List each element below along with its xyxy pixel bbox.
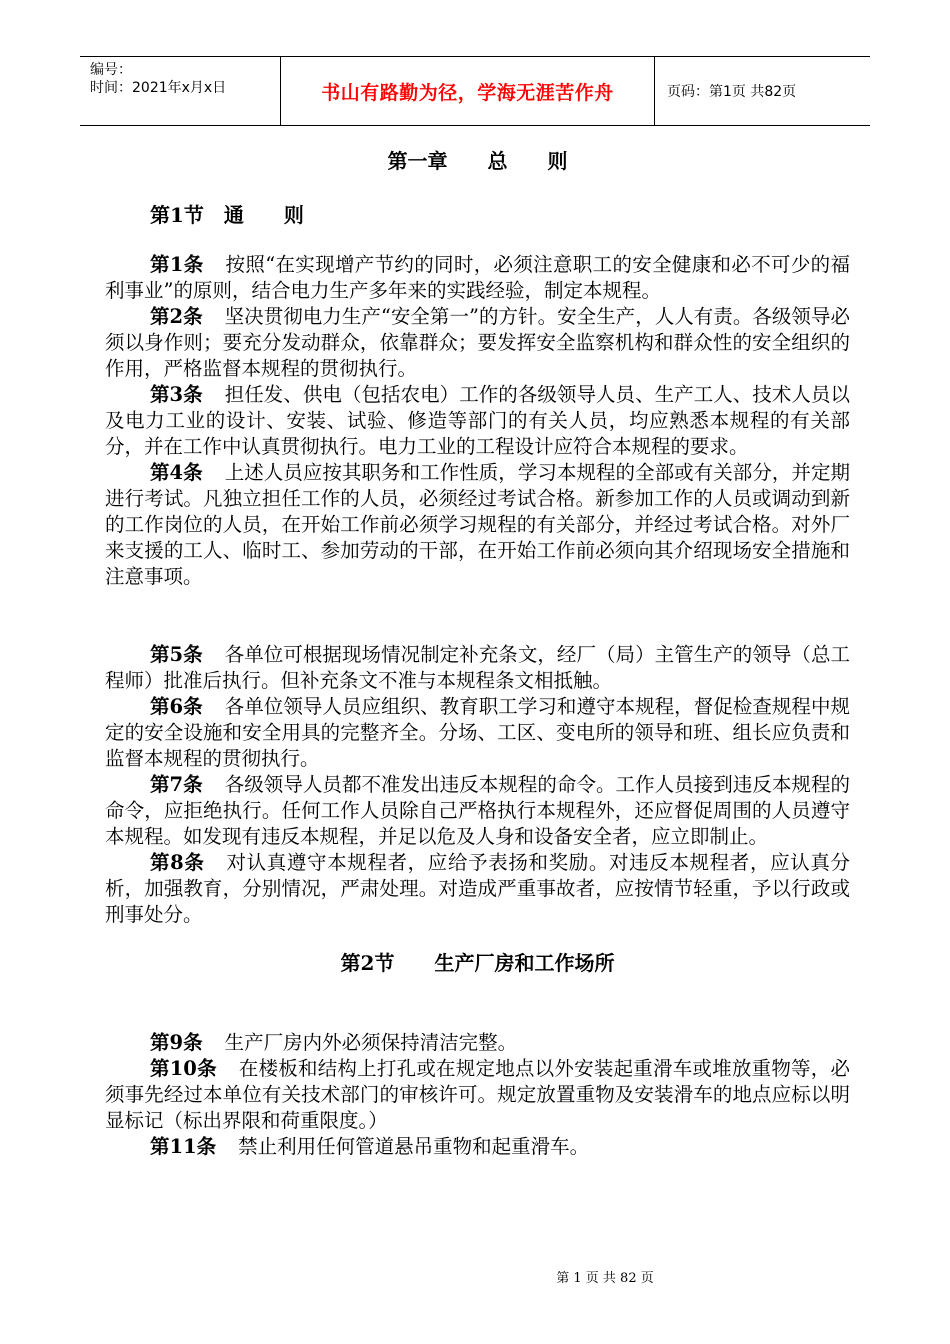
article-number: 第1条 [150, 253, 204, 276]
article-text: 在楼板和结构上打孔或在规定地点以外安装起重滑车或堆放重物等，必须事先经过本单位有关技术部门的审核许可。规定放置重物及安装滑车的地点应标以明显标记（标出界限和荷重限度。） [105, 1057, 850, 1132]
article-text: 按照“在实现增产节约的同时，必须注意职工的安全健康和必不可少的福利事业”的原则，结合电力生产多年来的实践经验，制定本规程。 [105, 253, 850, 302]
paragraph-gap [105, 978, 850, 1030]
article-number: 第6条 [150, 695, 203, 718]
article-number: 第11条 [150, 1135, 217, 1158]
article-number: 第9条 [150, 1031, 203, 1054]
article-number: 第3条 [150, 383, 203, 406]
article-number: 第5条 [150, 643, 203, 666]
article-text: 生产厂房内外必须保持清洁完整。 [224, 1031, 518, 1054]
article-paragraph [105, 1056, 850, 1134]
header-motto: 书山有路勤为径，学海无涯苦作舟 [321, 82, 614, 104]
header-meta-cell [80, 57, 281, 125]
article-text: 禁止利用任何管道悬吊重物和起重滑车。 [238, 1135, 590, 1158]
article-paragraph [105, 850, 850, 928]
paragraph-gap [105, 928, 850, 948]
document-number-label: 编号： [90, 62, 132, 78]
article-group-3 [105, 1030, 850, 1160]
article-paragraph [105, 460, 850, 590]
header-motto-cell [281, 57, 655, 125]
article-number: 第4条 [150, 461, 203, 484]
article-paragraph [105, 642, 850, 694]
article-number: 第7条 [150, 773, 203, 796]
page-footer: 第 1 页 共 82 页 [556, 1271, 654, 1286]
section-title-1: 第1节 通 则 [150, 203, 304, 227]
article-text: 各单位可根据现场情况制定补充条文，经厂（局）主管生产的领导（总工程师）批准后执行。但补充条文不准与本规程条文相抵触。 [105, 643, 850, 692]
header-page-cell [655, 57, 870, 125]
article-number: 第8条 [150, 851, 205, 874]
article-text: 各单位领导人员应组织、教育职工学习和遵守本规程，督促检查规程中规定的安全设施和安全用具的完整齐全。分场、工区、变电所的领导和班、组长应负责和监督本规程的贯彻执行。 [105, 695, 850, 770]
article-text: 对认真遵守本规程者，应给予表扬和奖励。对违反本规程者，应认真分析，加强教育，分别情况，严肃处理。对造成严重事故者，应按情节轻重，予以行政或刑事处分。 [105, 851, 850, 926]
article-paragraph [105, 772, 850, 850]
document-body [105, 146, 850, 1160]
article-text: 上述人员应按其职务和工作性质，学习本规程的全部或有关部分，并定期进行考试。凡独立担任工作的人员，必须经过考试合格。新参加工作的人员或调动到新的工作岗位的人员，在开始工作前必须学习规程的有关部分，并经过考试合格。对外厂来支援的工人、临时工、参加劳动的干部，在开始工作前必须向其介绍现场安全措施和注意事项。 [105, 461, 850, 588]
paragraph-gap [105, 590, 850, 642]
article-paragraph [105, 252, 850, 304]
header-page-info: 页码：第1页 共82页 [667, 84, 797, 100]
article-text: 各级领导人员都不准发出违反本规程的命令。工作人员接到违反本规程的命令，应拒绝执行。任何工作人员除自己严格执行本规程外，还应督促周围的人员遵守本规程。如发现有违反本规程，并足以危及人身和设备安全者，应立即制止。 [105, 773, 850, 848]
article-text: 坚决贯彻电力生产“安全第一”的方针。安全生产，人人有责。各级领导必须以身作则；要充分发动群众，依靠群众；要发挥安全监察机构和群众性的安全组织的作用，严格监督本规程的贯彻执行。 [105, 305, 850, 380]
article-paragraph [105, 382, 850, 460]
chapter-title: 第一章 总 则 [387, 149, 568, 173]
article-paragraph [105, 694, 850, 772]
section-title-2: 第2节 生产厂房和工作场所 [340, 951, 615, 975]
article-number: 第10条 [150, 1057, 217, 1080]
article-paragraph [105, 1030, 850, 1056]
article-paragraph [105, 1134, 850, 1160]
article-paragraph [105, 304, 850, 382]
article-number: 第2条 [150, 305, 203, 328]
article-group-1 [105, 252, 850, 590]
page-header [80, 56, 870, 126]
article-group-2 [105, 642, 850, 928]
document-time-label: 时间：2021年x月x日 [90, 80, 227, 96]
article-text: 担任发、供电（包括农电）工作的各级领导人员、生产工人、技术人员以及电力工业的设计、安装、试验、修造等部门的有关人员，均应熟悉本规程的有关部分，并在工作中认真贯彻执行。电力工业的工程设计应符合本规程的要求。 [105, 383, 850, 458]
